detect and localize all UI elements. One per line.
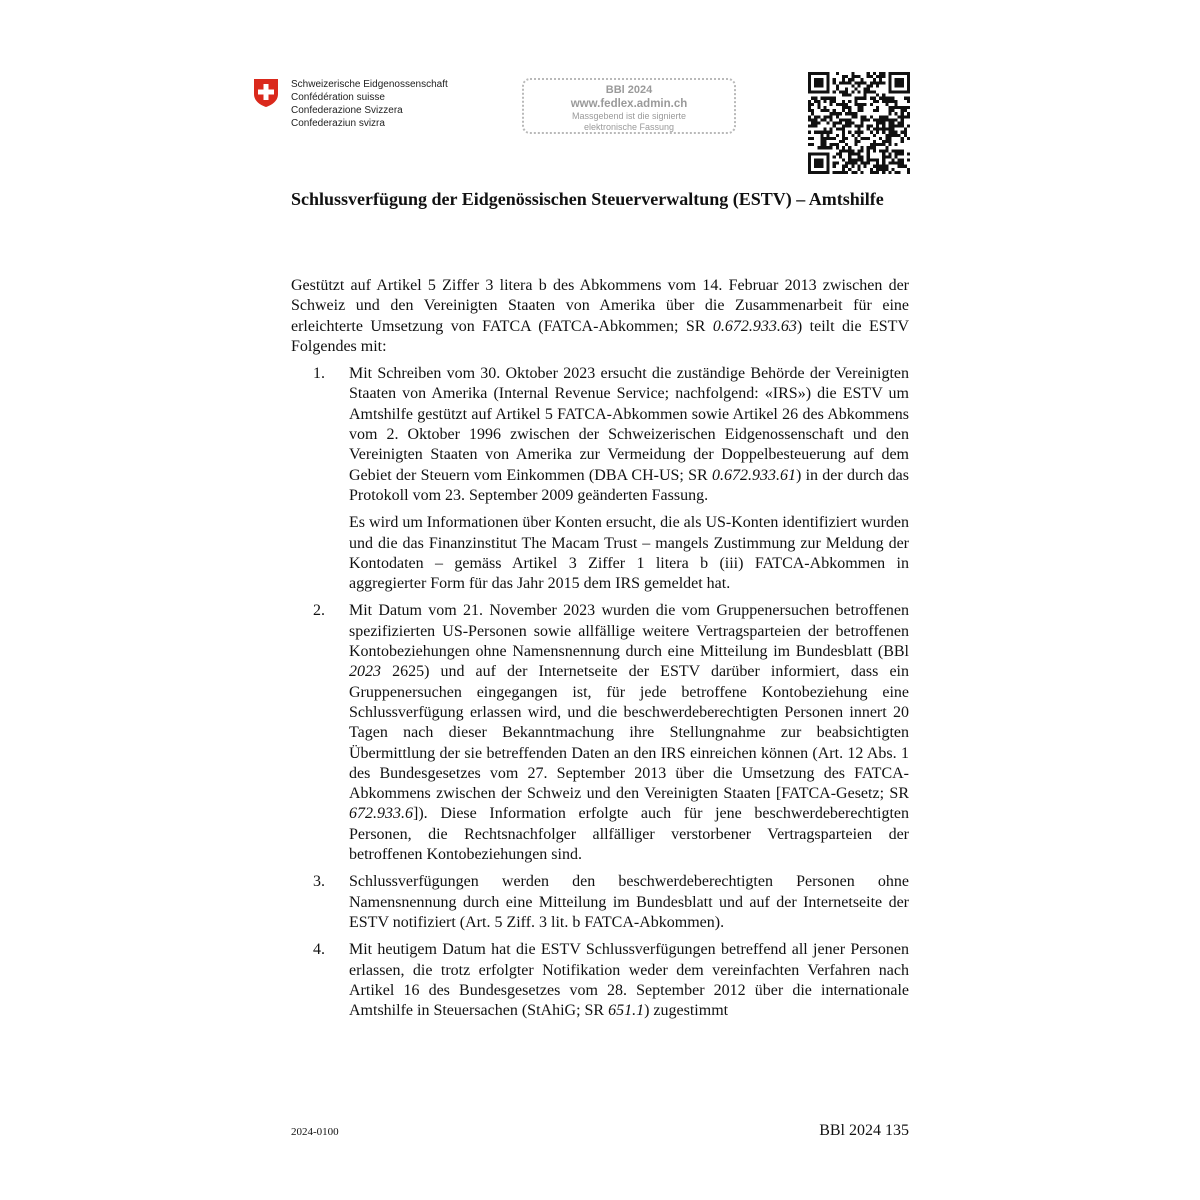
federal-logo [253,78,448,130]
item-text: ]). Diese Information erfolgte auch für jene beschwerdeberechtigten Personen, die Rechtsnachfolger allfälliger verstorbener Vertragsparteien der betroffenen Kontobeziehungen sind. [349,805,909,864]
sr-reference: 651.1 [608,1002,645,1020]
item-number: 1. [313,365,325,383]
list-item [291,872,909,933]
sr-reference: 672.933.6 [349,805,413,823]
item-text: Mit Datum vom 21. November 2023 wurden die vom Gruppenersuchen betroffenen spezifizierten US-Personen sowie allfällige weitere Vertragsparteien der betroffenen Kontobeziehungen ohne Namensnennung durch eine Mitteilung im Bundesblatt (BBl [349,602,909,661]
list-item [291,364,909,594]
numbered-list [291,364,909,1021]
document-title: Schlussverfügung der Eidgenössischen Steuerverwaltung (ESTV) – Amtshilfe [291,189,884,209]
document-body [291,276,909,1028]
list-item [291,601,909,865]
item-paragraph [349,601,909,865]
gov-name-fr: Confédération suisse [291,92,385,103]
publication-stamp [522,78,736,134]
item-paragraph [349,940,909,1021]
intro-sr-reference: 0.672.933.63 [712,317,797,335]
gov-name-de: Schweizerische Eidgenossenschaft [291,79,448,90]
list-item [291,940,909,1021]
item-text: ) zugestimmt [644,1002,729,1020]
item-text: 2625) und auf der Internetseite der ESTV darüber informiert, dass ein Gruppenersuchen eingegangen ist, für jede betroffene Kontobeziehung eine Schlussverfügung erlassen wird, und die beschwerdeberechtigten Personen innert 20 Tagen nach dieser Bekanntmachung ihre Stellungnahme zur beabsichtigten Übermittlung der sie betreffenden Daten an den IRS einreichen können (Art. 12 Abs. 1 des Bundesgesetzes vom 27. September 2013 über die Umsetzung des FATCA-Abkommens zwischen der Schweiz und den Vereinigten Staaten [FATCA-Gesetz; SR [349,663,909,803]
intro-text-2: ) teilt die ESTV Folgendes mit: [291,317,909,355]
stamp-publication: BBl 2024 [605,84,653,96]
gov-name-it: Confederazione Svizzera [291,105,403,116]
item-paragraph: Es wird um Informationen über Konten ersucht, die als US-Konten identifiziert wurden und die das Finanzinstitut The Macam Trust – mangels Zustimmung zur Meldung der Kontodaten – gemäss Artikel 3 Ziffer 1 litera b (iii) FATCA-Abkommen in aggregierter Form für das Jahr 2015 dem IRS gemeldet hat. [349,514,909,593]
item-paragraph [349,364,909,506]
item-text: Mit heutigem Datum hat die ESTV Schlussverfügungen betreffend all jener Personen erlassen, die trotz erfolgter Notifikation weder dem vereinfachten Verfahren nach Artikel 16 des Bundesgesetzes vom 28. September 2012 über die internationale Amtshilfe in Steuersachen (StAhiG; SR [349,941,909,1020]
intro-paragraph [291,276,909,357]
item-paragraph: Schlussverfügungen werden den beschwerdeberechtigten Personen ohne Namensnennung durch eine Mitteilung im Bundesblatt und auf der Internetseite der ESTV notifiziert (Art. 5 Ziff. 3 lit. b FATCA-Abkommen). [349,873,909,931]
government-names [291,78,448,130]
document-number: 2024-0100 [291,1126,339,1138]
item-number: 4. [313,941,325,959]
page-reference: BBl 2024 135 [819,1122,909,1139]
item-number: 3. [313,873,325,891]
intro-text-1: Gestützt auf Artikel 5 Ziffer 3 litera b des Abkommens vom 14. Februar 2013 zwischen der Schweiz und den Vereinigten Staaten von Amerika über die Zusammenarbeit für eine erleichterte Umsetzung von FATCA (FATCA-Abkommen; SR [291,277,909,335]
item-text: ) in der durch das Protokoll vom 23. September 2009 geänderten Fassung. [349,466,910,504]
sr-reference: 0.672.933.61 [711,466,796,484]
stamp-note-2: elektronische Fassung [583,122,675,132]
qr-code-icon [808,72,910,174]
stamp-url: www.fedlex.admin.ch [570,98,688,110]
stamp-note-1: Massgebend ist die signierte [571,111,687,121]
swiss-cross-icon [253,78,279,108]
item-number: 2. [313,602,325,620]
item-text: Mit Schreiben vom 30. Oktober 2023 ersucht die zuständige Behörde der Vereinigten Staaten von Amerika (Internal Revenue Service; nachfolgend: «IRS») die ESTV um Amtshilfe gestützt auf Artikel 5 FATCA-Abkommen sowie Artikel 26 des Abkommens vom 2. Oktober 1996 zwischen der Schweizerischen Eidgenossenschaft und den Vereinigten Staaten von Amerika zur Vermeidung der Doppelbesteuerung auf dem Gebiet der Steuern vom Einkommen (DBA CH-US; SR [349,365,909,484]
gov-name-rm: Confederaziun svizra [291,118,385,129]
bbl-year: 2023 [349,663,381,681]
